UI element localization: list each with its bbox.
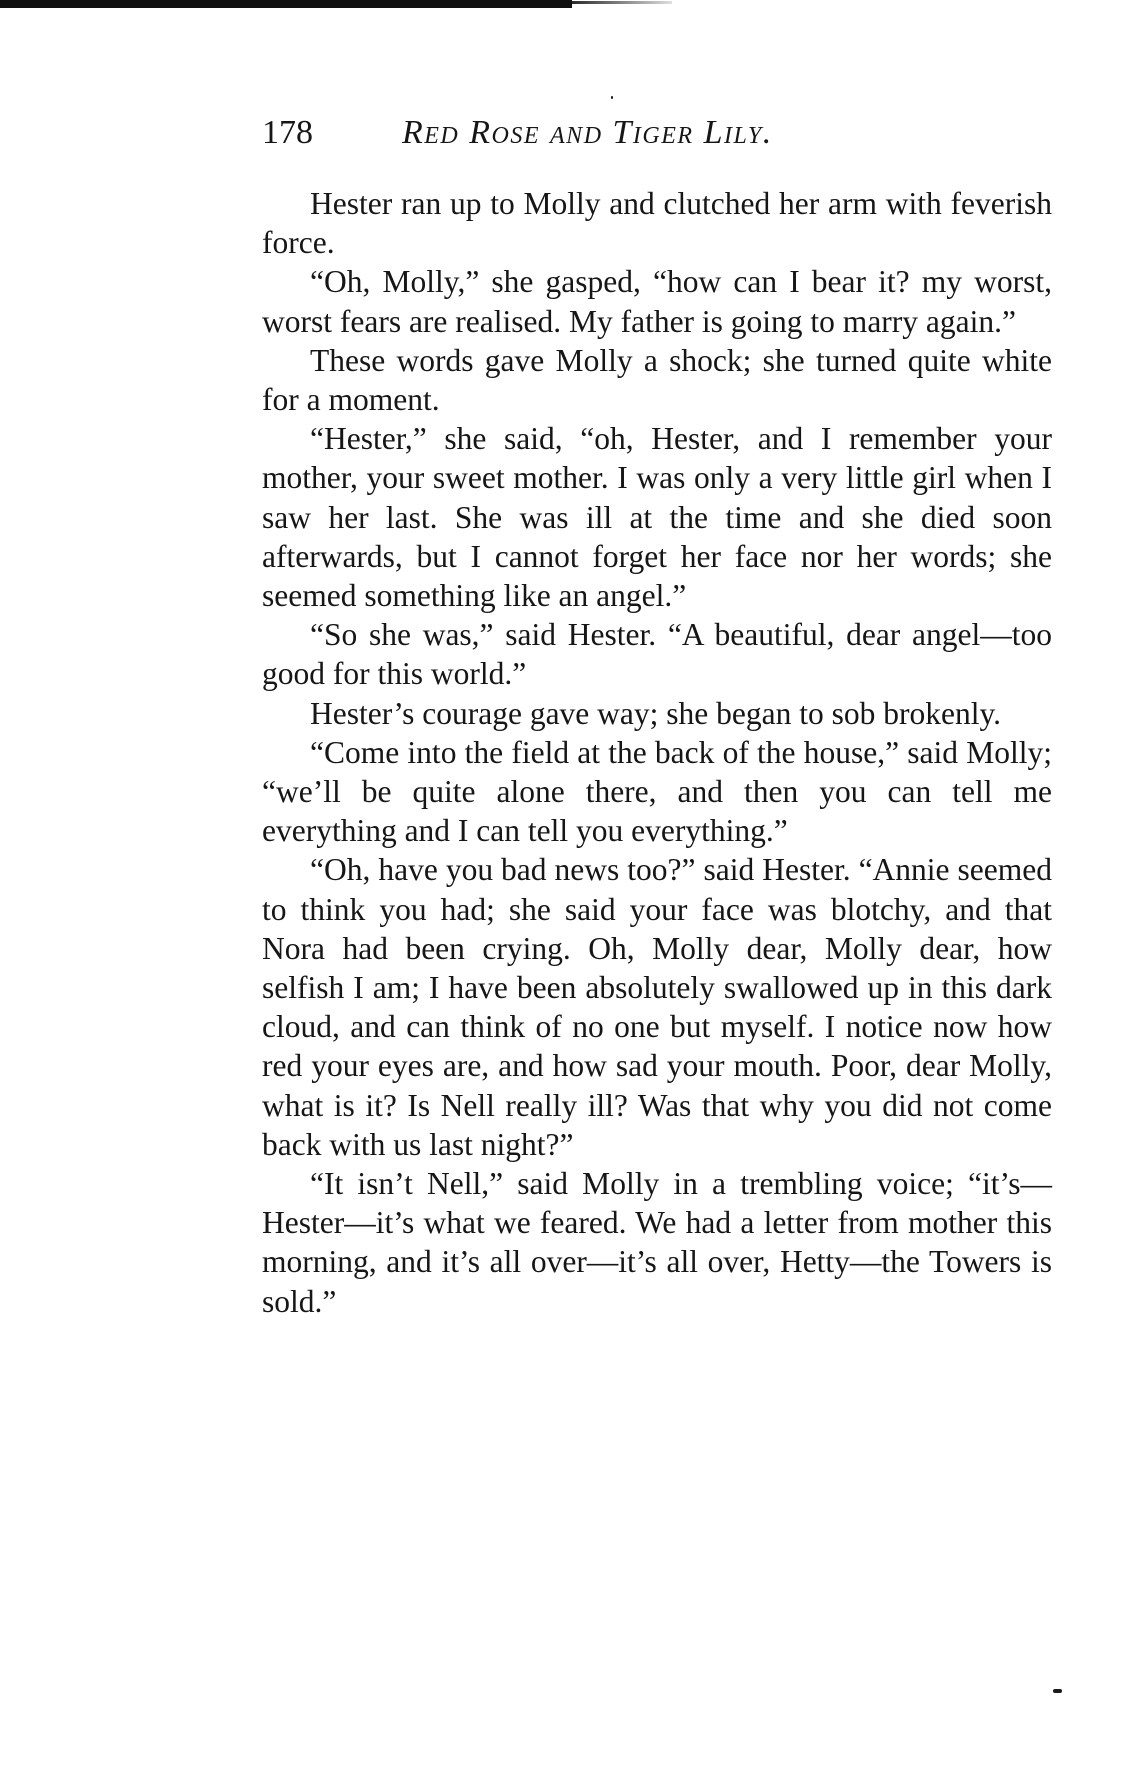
paragraph: “So she was,” said Hester. “A beautiful, dear angel—too good for this world.” xyxy=(262,617,1052,692)
paragraph: “It isn’t Nell,” said Molly in a trembling voice; “it’s—Hester—it’s what we feared. We had a letter from mother this morning, and it’s all over—it’s all over, Hetty—the Towers is sold.” xyxy=(262,1166,1052,1319)
body-text xyxy=(262,184,1052,1321)
paragraph: “Hester,” she said, “oh, Hester, and I remember your mother, your sweet mother. I was only a very little girl when I saw her last. She was ill at the time and she died soon afterwards, but I cannot forget her face nor her words; she seemed something like an angel.” xyxy=(262,421,1052,614)
page-number: 178 xyxy=(262,114,313,151)
ink-speck xyxy=(611,96,613,99)
paragraph: “Come into the field at the back of the house,” said Molly; “we’ll be quite alone there, and then you can tell me everything and I can tell you everything.” xyxy=(262,734,1052,849)
running-head xyxy=(262,108,1052,158)
scan-edge-shadow-tail xyxy=(572,1,672,4)
paragraph: Hester’s courage gave way; she began to sob brokenly. xyxy=(310,695,1002,731)
paragraph: Hester ran up to Molly and clutched her arm with feverish force. xyxy=(262,186,1052,261)
paragraph: These words gave Molly a shock; she turned quite white for a moment. xyxy=(262,342,1052,418)
scan-edge-shadow xyxy=(0,0,572,8)
paragraph: “Oh, have you bad news too?” said Hester. “Annie seemed to think you had; she said your face was blotchy, and that Nora had been crying. Oh, Molly dear, Molly dear, how selfish I am; I have been absolutely swallowed up in this dark cloud, and can think of no one but myself. I notice now how red your eyes are, and how sad your mouth. Poor, dear Molly, what is it? Is Nell really ill? Was that why you did not come back with us last night?” xyxy=(262,852,1052,1162)
paragraph: “Oh, Molly,” she gasped, “how can I bear it? my worst, worst fears are realised. My father is going to marry again.” xyxy=(262,264,1052,339)
ink-speck xyxy=(1053,1689,1062,1693)
book-title: Red Rose and Tiger Lily. xyxy=(402,114,773,151)
